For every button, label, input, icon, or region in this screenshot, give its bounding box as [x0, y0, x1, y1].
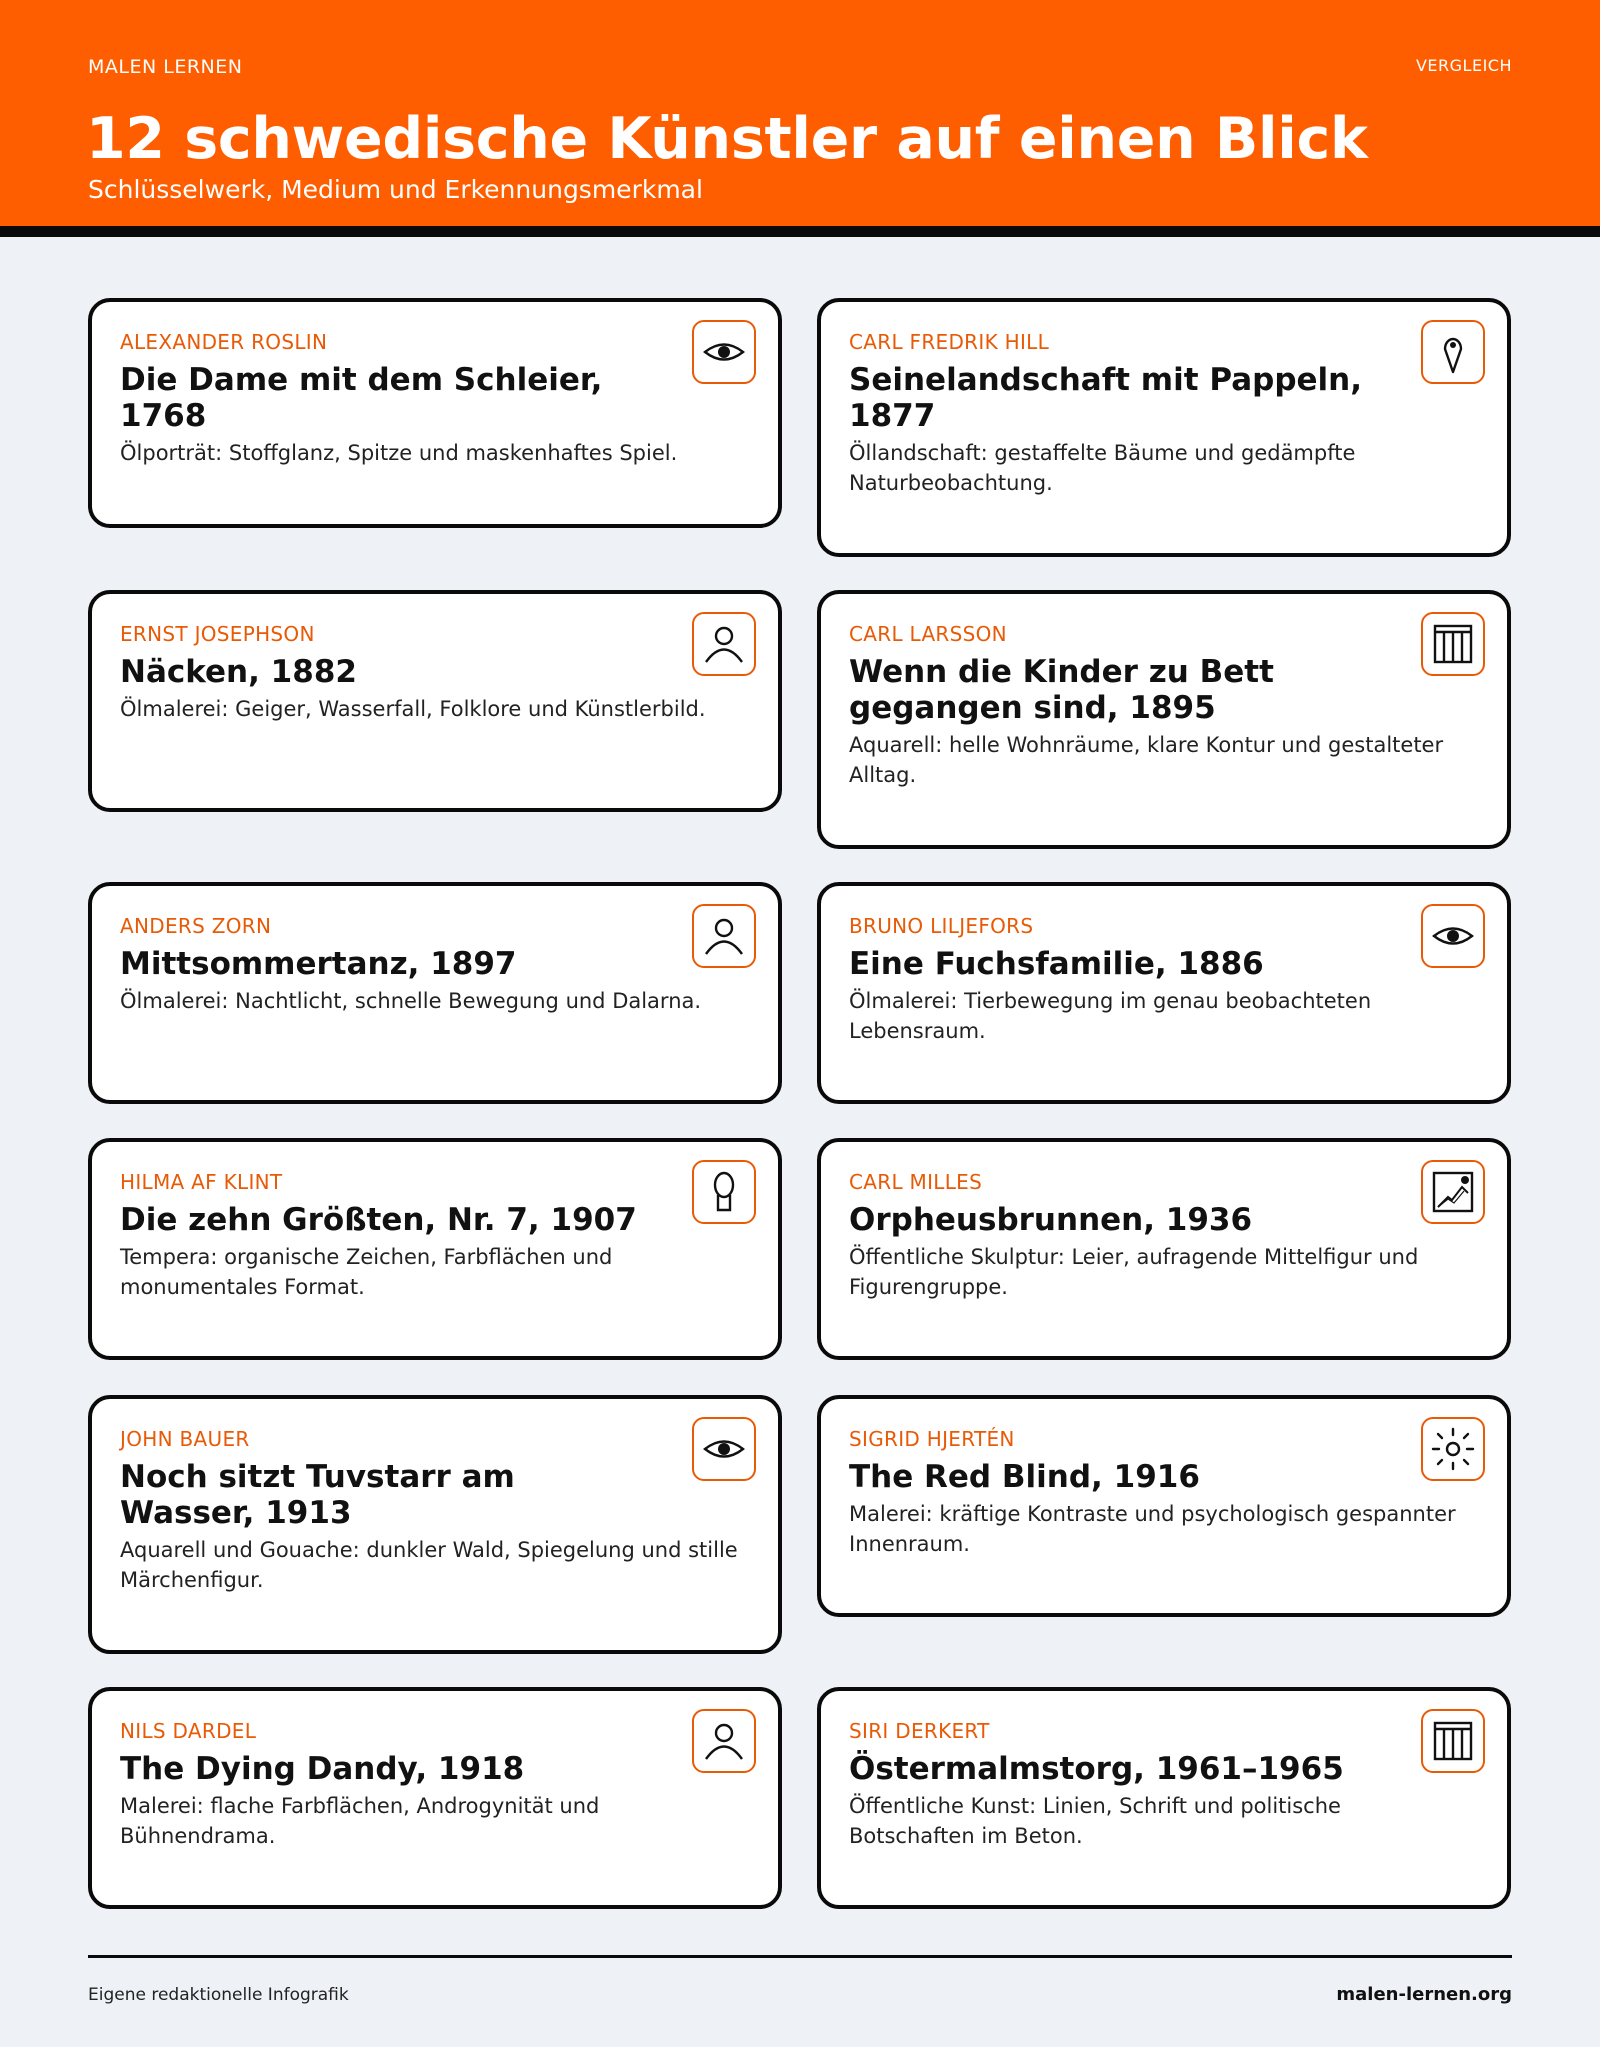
artwork-title: Mittsommertanz, 1897 — [120, 946, 517, 982]
artist-card — [88, 1138, 782, 1360]
artist-card — [88, 1687, 782, 1909]
artwork-description: Ölmalerei: Tierbewegung im genau beobachteten Lebensraum. — [849, 989, 1372, 1043]
artwork-title: Die zehn Größten, Nr. 7, 1907 — [120, 1202, 637, 1238]
footer-divider — [88, 1955, 1512, 1958]
page-subtitle: Schlüsselwerk, Medium und Erkennungsmerkmal — [88, 175, 703, 204]
artist-name: ALEXANDER ROSLIN — [120, 330, 328, 354]
artwork-description: Öllandschaft: gestaffelte Bäume und gedämpfte Naturbeobachtung. — [849, 441, 1356, 495]
museum-icon — [1421, 1709, 1485, 1773]
artist-name: CARL MILLES — [849, 1170, 983, 1194]
brand-label: MALEN LERNEN — [88, 56, 243, 78]
artist-name: SIRI DERKERT — [849, 1719, 990, 1743]
artist-card — [817, 882, 1511, 1104]
page-title: 12 schwedische Künstler auf einen Blick — [86, 106, 1368, 172]
artwork-description: Malerei: flache Farbflächen, Androgynität und Bühnendrama. — [120, 1794, 600, 1848]
person-icon — [692, 612, 756, 676]
artist-name: BRUNO LILJEFORS — [849, 914, 1034, 938]
artwork-title: The Dying Dandy, 1918 — [120, 1751, 525, 1787]
artist-card — [817, 298, 1511, 557]
header-banner — [0, 0, 1600, 237]
bulb-icon — [692, 1160, 756, 1224]
artist-name: CARL FREDRIK HILL — [849, 330, 1050, 354]
map-pin-icon — [1421, 320, 1485, 384]
artist-name: NILS DARDEL — [120, 1719, 257, 1743]
artwork-title: Wenn die Kinder zu Bett gegangen sind, 1895 — [849, 654, 1274, 726]
artist-card — [817, 1395, 1511, 1617]
artist-name: ERNST JOSEPHSON — [120, 622, 315, 646]
artist-card — [817, 1687, 1511, 1909]
artwork-description: Öffentliche Kunst: Linien, Schrift und politische Botschaften im Beton. — [849, 1794, 1341, 1848]
eye-icon — [692, 1417, 756, 1481]
artist-card — [88, 298, 782, 528]
section-tag: VERGLEICH — [1415, 56, 1512, 75]
artist-name: HILMA AF KLINT — [120, 1170, 283, 1194]
artwork-description: Öffentliche Skulptur: Leier, aufragende Mittelfigur und Figurengruppe. — [849, 1245, 1419, 1299]
artwork-title: Näcken, 1882 — [120, 654, 357, 690]
footer-website-link[interactable]: malen-lernen.org — [1336, 1984, 1512, 2005]
landscape-picture-icon — [1421, 1160, 1485, 1224]
artist-name: SIGRID HJERTÉN — [849, 1427, 1015, 1451]
artist-card — [88, 590, 782, 812]
artwork-description: Tempera: organische Zeichen, Farbflächen und monumentales Format. — [120, 1245, 613, 1299]
sun-icon — [1421, 1417, 1485, 1481]
artist-card — [88, 882, 782, 1104]
artist-name: JOHN BAUER — [120, 1427, 250, 1451]
artwork-description: Aquarell: helle Wohnräume, klare Kontur und gestalteter Alltag. — [849, 733, 1444, 787]
artwork-title: Die Dame mit dem Schleier, 1768 — [120, 362, 603, 434]
artwork-description: Malerei: kräftige Kontraste und psychologisch gespannter Innenraum. — [849, 1502, 1456, 1556]
artwork-title: Östermalmstorg, 1961–1965 — [849, 1751, 1344, 1787]
museum-icon — [1421, 612, 1485, 676]
person-icon — [692, 904, 756, 968]
person-icon — [692, 1709, 756, 1773]
eye-icon — [1421, 904, 1485, 968]
artwork-title: Eine Fuchsfamilie, 1886 — [849, 946, 1264, 982]
artwork-title: Noch sitzt Tuvstarr am Wasser, 1913 — [120, 1459, 515, 1531]
footer-credit: Eigene redaktionelle Infografik — [88, 1985, 349, 2005]
artwork-description: Ölmalerei: Geiger, Wasserfall, Folklore und Künstlerbild. — [120, 697, 706, 721]
artwork-description: Aquarell und Gouache: dunkler Wald, Spiegelung und stille Märchenfigur. — [120, 1538, 738, 1592]
artwork-description: Ölporträt: Stoffglanz, Spitze und maskenhaftes Spiel. — [120, 441, 678, 465]
artwork-title: The Red Blind, 1916 — [849, 1459, 1200, 1495]
artist-name: CARL LARSSON — [849, 622, 1007, 646]
artist-card — [88, 1395, 782, 1654]
artist-card — [817, 590, 1511, 849]
eye-icon — [692, 320, 756, 384]
artwork-title: Seinelandschaft mit Pappeln, 1877 — [849, 362, 1363, 434]
artwork-description: Ölmalerei: Nachtlicht, schnelle Bewegung und Dalarna. — [120, 989, 702, 1013]
artwork-title: Orpheusbrunnen, 1936 — [849, 1202, 1253, 1238]
artist-name: ANDERS ZORN — [120, 914, 272, 938]
artist-card — [817, 1138, 1511, 1360]
